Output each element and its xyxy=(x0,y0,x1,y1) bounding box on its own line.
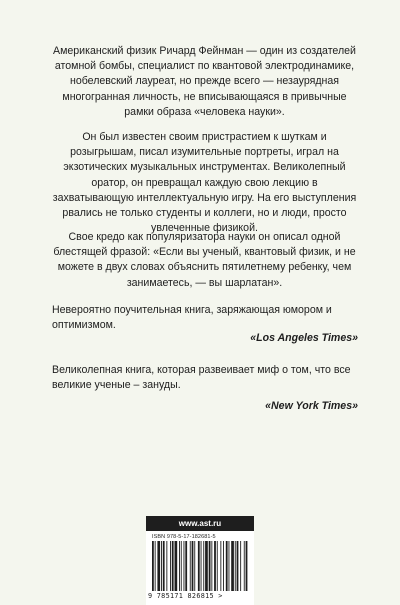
barcode-stripe xyxy=(170,541,171,591)
barcode-stripe xyxy=(185,541,187,591)
review-source-1: «Los Angeles Times» xyxy=(250,332,358,344)
barcode-stripe xyxy=(214,541,216,591)
barcode-stripe xyxy=(201,541,202,591)
blurb-paragraph-1: Американский физик Ричард Фейнман — один из создателей атомной бомбы, специалист по квантовой электродинамике, нобелевский лауреат, но прежде всего — незаурядная многогранная личность, не вписывающаяся в привычные рамки образа «человека науки». xyxy=(53,45,356,118)
barcode-stripe xyxy=(184,541,185,591)
blurb-paragraph-3: Свое кредо как популяризатора науки он описал одной блестящей фразой: «Если вы ученый, квантовый физик, и не можете в двух словах объяснить пятилетнему ребенку, чем занимаетесь, — вы шарлатан». xyxy=(53,231,356,289)
isbn-label: ISBN 978-5-17-182681-5 xyxy=(152,534,216,540)
barcode-stripe xyxy=(223,541,224,591)
barcode-panel xyxy=(146,516,254,605)
barcode-stripe xyxy=(190,541,191,591)
barcode-stripe xyxy=(155,541,156,591)
barcode-stripe xyxy=(198,541,200,591)
barcode-stripe xyxy=(211,541,212,591)
barcode-stripe xyxy=(203,541,204,591)
barcode-stripe xyxy=(217,541,218,591)
barcode-stripe xyxy=(205,541,208,591)
barcode-stripe xyxy=(163,541,165,591)
barcode-stripe xyxy=(172,541,174,591)
barcode-stripe xyxy=(220,541,221,591)
review-quote-2: Великолепная книга, которая развеивает миф о том, что все великие ученые – зануды. xyxy=(52,364,351,392)
barcode-stripe xyxy=(229,541,230,591)
barcode-stripe xyxy=(226,541,228,591)
barcode-stripe xyxy=(181,541,182,591)
barcode-stripe xyxy=(175,541,178,591)
barcode-stripe xyxy=(240,541,241,591)
barcode-stripe xyxy=(231,541,234,591)
barcode-stripe xyxy=(235,541,236,591)
barcode-stripe xyxy=(192,541,194,591)
barcode-stripe xyxy=(152,541,154,591)
review-source-2: «New York Times» xyxy=(265,400,358,412)
barcode-stripe xyxy=(246,541,248,591)
barcode-stripe xyxy=(237,541,239,591)
barcode-stripe xyxy=(244,541,245,591)
publisher-website: www.ast.ru xyxy=(146,516,254,531)
barcode-digits: 9 785171 826815 > xyxy=(148,592,223,600)
blurb-paragraph-2: Он был известен своим пристрастием к шуткам и розыгрышам, писал изумительные портреты, играл на экзотических музыкальных инструментах. Великолепный оратор, он превращал каждую свою лекцию в захватывающую интеллектуальную игру. На его выступления рвались не только студенты и коллеги, но и люди, просто увлеченные физикой. xyxy=(52,131,357,235)
barcode-stripe xyxy=(157,541,160,591)
barcode-stripe xyxy=(179,541,180,591)
barcode-stripe xyxy=(194,541,195,591)
barcode-stripe xyxy=(209,541,211,591)
barcode-stripe xyxy=(161,541,162,591)
barcode-stripe xyxy=(166,541,167,591)
review-quote-1: Невероятно поучительная книга, заряжающая юмором и оптимизмом. xyxy=(52,304,332,332)
barcode-bars xyxy=(152,541,248,591)
